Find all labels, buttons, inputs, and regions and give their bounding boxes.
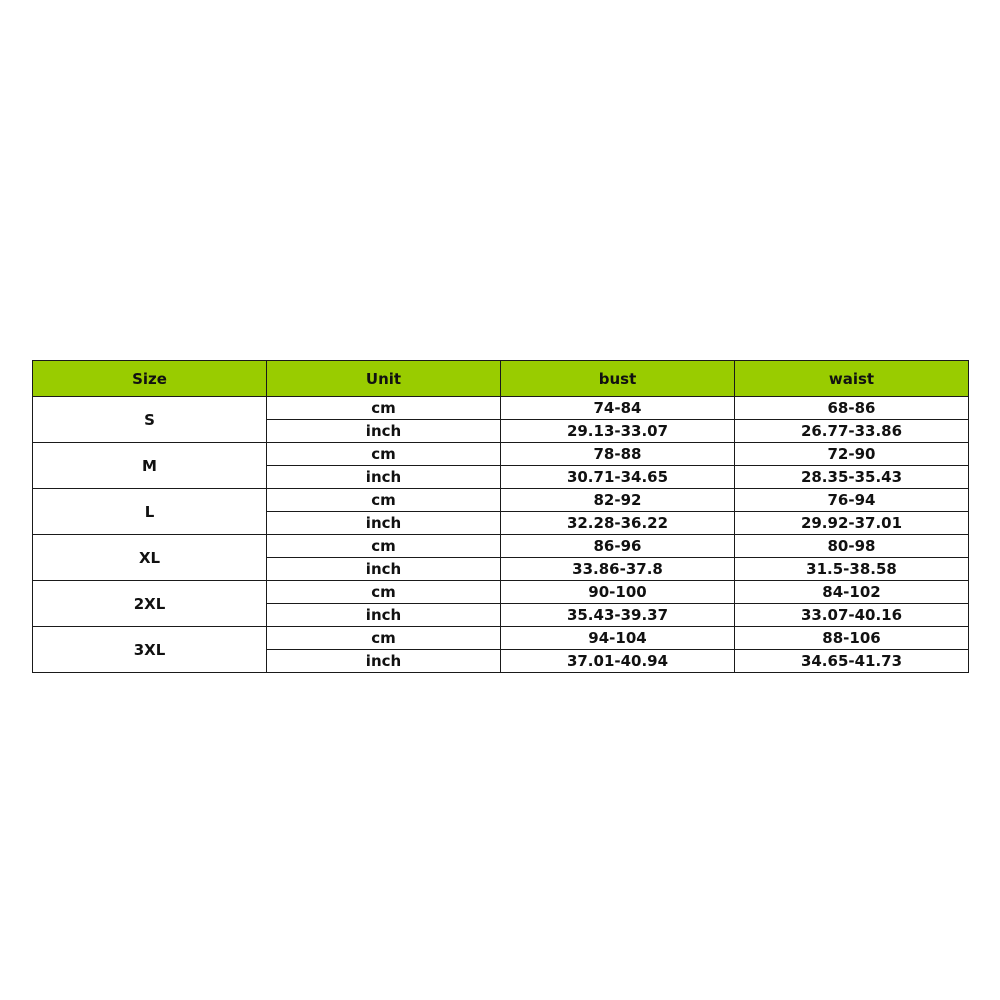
unit-cell: cm	[267, 627, 501, 650]
unit-cell: inch	[267, 604, 501, 627]
waist-cell: 88-106	[735, 627, 969, 650]
header-unit: Unit	[267, 361, 501, 397]
waist-cell: 29.92-37.01	[735, 512, 969, 535]
unit-cell: inch	[267, 512, 501, 535]
size-label: S	[33, 397, 267, 443]
table-row	[33, 397, 969, 420]
unit-cell: cm	[267, 397, 501, 420]
bust-cell: 74-84	[501, 397, 735, 420]
unit-cell: cm	[267, 443, 501, 466]
bust-cell: 33.86-37.8	[501, 558, 735, 581]
bust-cell: 29.13-33.07	[501, 420, 735, 443]
unit-cell: cm	[267, 535, 501, 558]
waist-cell: 68-86	[735, 397, 969, 420]
waist-cell: 33.07-40.16	[735, 604, 969, 627]
bust-cell: 30.71-34.65	[501, 466, 735, 489]
table-row	[33, 627, 969, 650]
bust-cell: 78-88	[501, 443, 735, 466]
waist-cell: 34.65-41.73	[735, 650, 969, 673]
header-size: Size	[33, 361, 267, 397]
size-label: 3XL	[33, 627, 267, 673]
bust-cell: 94-104	[501, 627, 735, 650]
bust-cell: 35.43-39.37	[501, 604, 735, 627]
waist-cell: 72-90	[735, 443, 969, 466]
unit-cell: cm	[267, 489, 501, 512]
header-row	[33, 361, 969, 397]
bust-cell: 37.01-40.94	[501, 650, 735, 673]
waist-cell: 31.5-38.58	[735, 558, 969, 581]
waist-cell: 76-94	[735, 489, 969, 512]
bust-cell: 32.28-36.22	[501, 512, 735, 535]
header-waist: waist	[735, 361, 969, 397]
bust-cell: 82-92	[501, 489, 735, 512]
size-label: XL	[33, 535, 267, 581]
size-chart-table	[32, 360, 969, 673]
waist-cell: 84-102	[735, 581, 969, 604]
table-body	[33, 397, 969, 673]
table-row	[33, 443, 969, 466]
unit-cell: cm	[267, 581, 501, 604]
table-row	[33, 581, 969, 604]
unit-cell: inch	[267, 466, 501, 489]
size-label: M	[33, 443, 267, 489]
unit-cell: inch	[267, 420, 501, 443]
waist-cell: 80-98	[735, 535, 969, 558]
waist-cell: 28.35-35.43	[735, 466, 969, 489]
size-label: 2XL	[33, 581, 267, 627]
header-bust: bust	[501, 361, 735, 397]
table-row	[33, 489, 969, 512]
waist-cell: 26.77-33.86	[735, 420, 969, 443]
unit-cell: inch	[267, 558, 501, 581]
size-label: L	[33, 489, 267, 535]
unit-cell: inch	[267, 650, 501, 673]
table-header	[33, 361, 969, 397]
bust-cell: 86-96	[501, 535, 735, 558]
table-row	[33, 535, 969, 558]
bust-cell: 90-100	[501, 581, 735, 604]
